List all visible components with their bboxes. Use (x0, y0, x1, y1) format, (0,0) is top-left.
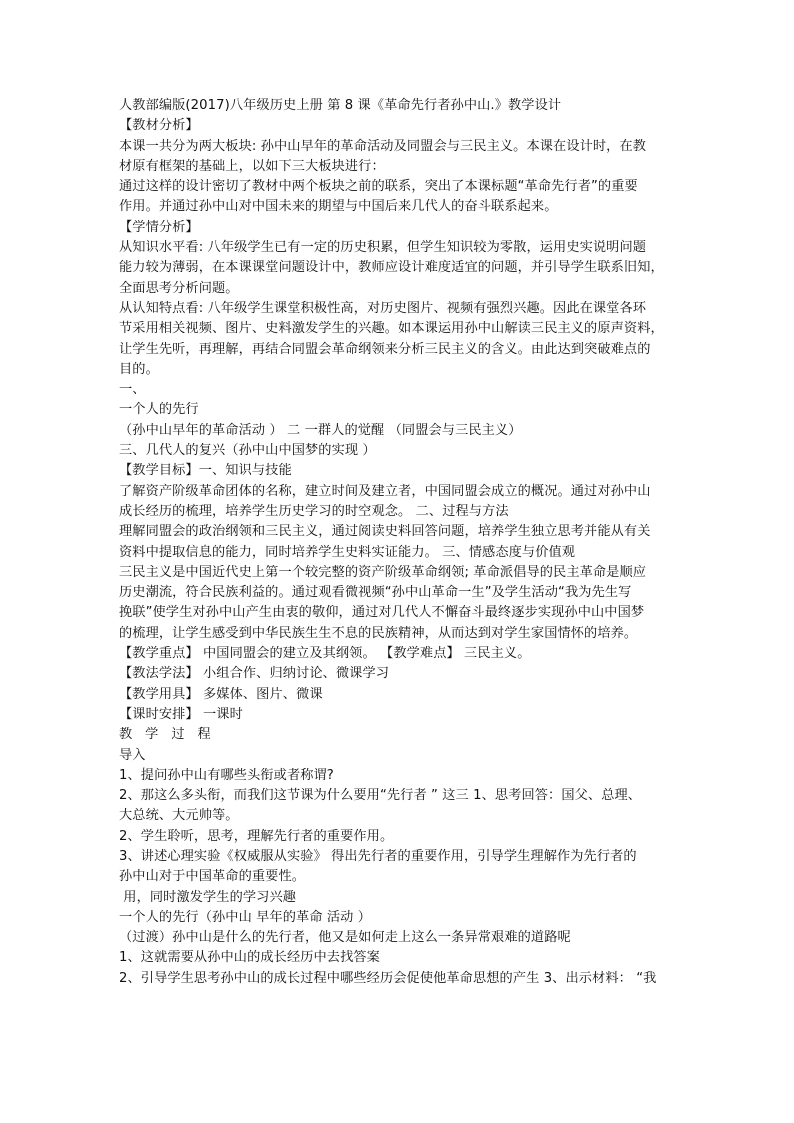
text-line: 导入 (119, 747, 146, 763)
text-line: 用，同时激发学生的学习兴趣 (119, 889, 297, 905)
section-heading-student-analysis: 【学情分析】 (119, 219, 199, 235)
text-line: 2、学生聆听，思考，理解先行者的重要作用。 (119, 828, 394, 844)
text-line: （孙中山早年的革命活动 ） 二 一群人的觉醒 （同盟会与三民主义） (119, 422, 522, 438)
text-line: （过渡）孙中山是什么的先行者，他又是如何走上这么一条异常艰难的道路呢 (119, 930, 571, 946)
section-heading-methods: 【教法学法】 小组合作、归纳讨论、微课学习 (119, 666, 390, 682)
text-line: 目的。 (119, 361, 159, 377)
document-title: 人教部编版(2017)八年级历史上册 第 8 课《革命先行者孙中山.》教学设计 (119, 98, 562, 113)
text-line: 三、几代人的复兴（孙中山中国梦的实现 ） (119, 443, 376, 459)
text-line: 理解同盟会的政治纲领和三民主义，通过阅读史料回答问题，培养学生独立思考并能从有关 (119, 524, 651, 540)
text-line: 全面思考分析问题。 (119, 280, 239, 296)
text-line: 本课一共分为两大板块: 孙中山早年的革命活动及同盟会与三民主义。本课在设计时，在教 (119, 138, 647, 154)
text-line: 的梳理，让学生感受到中华民族生生不息的民族精神，从而达到对学生家国情怀的培养。 (119, 625, 638, 641)
document-page (119, 96, 679, 989)
section-heading-teaching-goals: 【教学目标】一、知识与技能 (119, 463, 292, 479)
text-line: 2、那这么多头衔，而我们这节课为什么要用“先行者 ” 这三 1、思考回答：国父、总理、 (119, 788, 642, 804)
text-line: 能力较为薄弱，在本课课堂问题设计中，教师应设计难度适宜的问题，并引导学生联系旧知， (119, 260, 664, 276)
text-line: 从认知特点看: 八年级学生课堂积极性高，对历史图片、视频有强烈兴趣。因此在课堂各环 (119, 300, 647, 316)
text-line: 1、这就需要从孙中山的成长经历中去找答案 (119, 950, 380, 966)
text-line: 一、 (119, 382, 146, 398)
section-heading-tools: 【教学用具】 多媒体、图片、微课 (119, 686, 323, 702)
text-line: 大总统、大元帅等。 (119, 808, 239, 824)
text-line: 让学生先听，再理解，再结合同盟会革命纲领来分析三民主义的含义。由此达到突破难点的 (119, 341, 651, 357)
text-line: 三民主义是中国近代史上第一个较完整的资产阶级革命纲领; 革命派倡导的民主革命是顺应 (119, 564, 647, 580)
text-line: 一个人的先行（孙中山 早年的革命 活动 ） (119, 909, 372, 925)
text-line: 资料中提取信息的能力，同时培养学生史料实证能力。 三、情感态度与价值观 (119, 544, 576, 560)
text-line: 通过这样的设计密切了教材中两个板块之前的联系，突出了本课标题“革命先行者”的重要 (119, 179, 638, 195)
text-line: 作用。并通过孙中山对中国未来的期望与中国后来几代人的奋斗联系起来。 (119, 199, 558, 215)
section-heading-schedule: 【课时安排】 一课时 (119, 706, 243, 722)
text-line: 材原有框架的基础上，以如下三大板块进行： (119, 158, 385, 174)
section-heading-teaching-process: 教 学 过 程 (119, 727, 211, 743)
text-line: 历史潮流，符合民族利益的。通过观看微视频“孙中山革命一生”及学生活动“我为先生写 (119, 585, 632, 601)
section-heading-textbook-analysis: 【教材分析】 (119, 118, 199, 134)
text-line: 1、提问孙中山有哪些头衔或者称谓? (119, 767, 334, 783)
text-line: 2、引导学生思考孙中山的成长过程中哪些经历会促使他革命思想的产生 3、出示材料： “我 (119, 970, 657, 986)
text-line: 3、讲述心理实验《权威服从实验》 得出先行者的重要作用，引导学生理解作为先行者的 (119, 848, 637, 864)
text-line: 了解资产阶级革命团体的名称，建立时间及建立者，中国同盟会成立的概况。通过对孙中山 (119, 483, 651, 499)
section-heading-key-points: 【教学重点】 中国同盟会的建立及其纲领。 【教学难点】 三民主义。 (119, 646, 531, 662)
text-line: 一个人的先行 (119, 402, 199, 418)
text-line: 节采用相关视频、图片、史料激发学生的兴趣。如本课运用孙中山解读三民主义的原声资料， (119, 321, 664, 337)
text-line: 从知识水平看: 八年级学生已有一定的历史积累，但学生知识较为零散，运用史实说明问题 (119, 240, 647, 256)
text-line: 成长经历的梳理，培养学生历史学习的时空观念。 二、过程与方法 (119, 503, 509, 519)
text-line: 孙中山对于中国革命的重要性。 (119, 869, 306, 885)
text-line: 挽联”使学生对孙中山产生由衷的敬仰，通过对几代人不懈奋斗最终逐步实现孙中山中国梦 (119, 605, 645, 621)
